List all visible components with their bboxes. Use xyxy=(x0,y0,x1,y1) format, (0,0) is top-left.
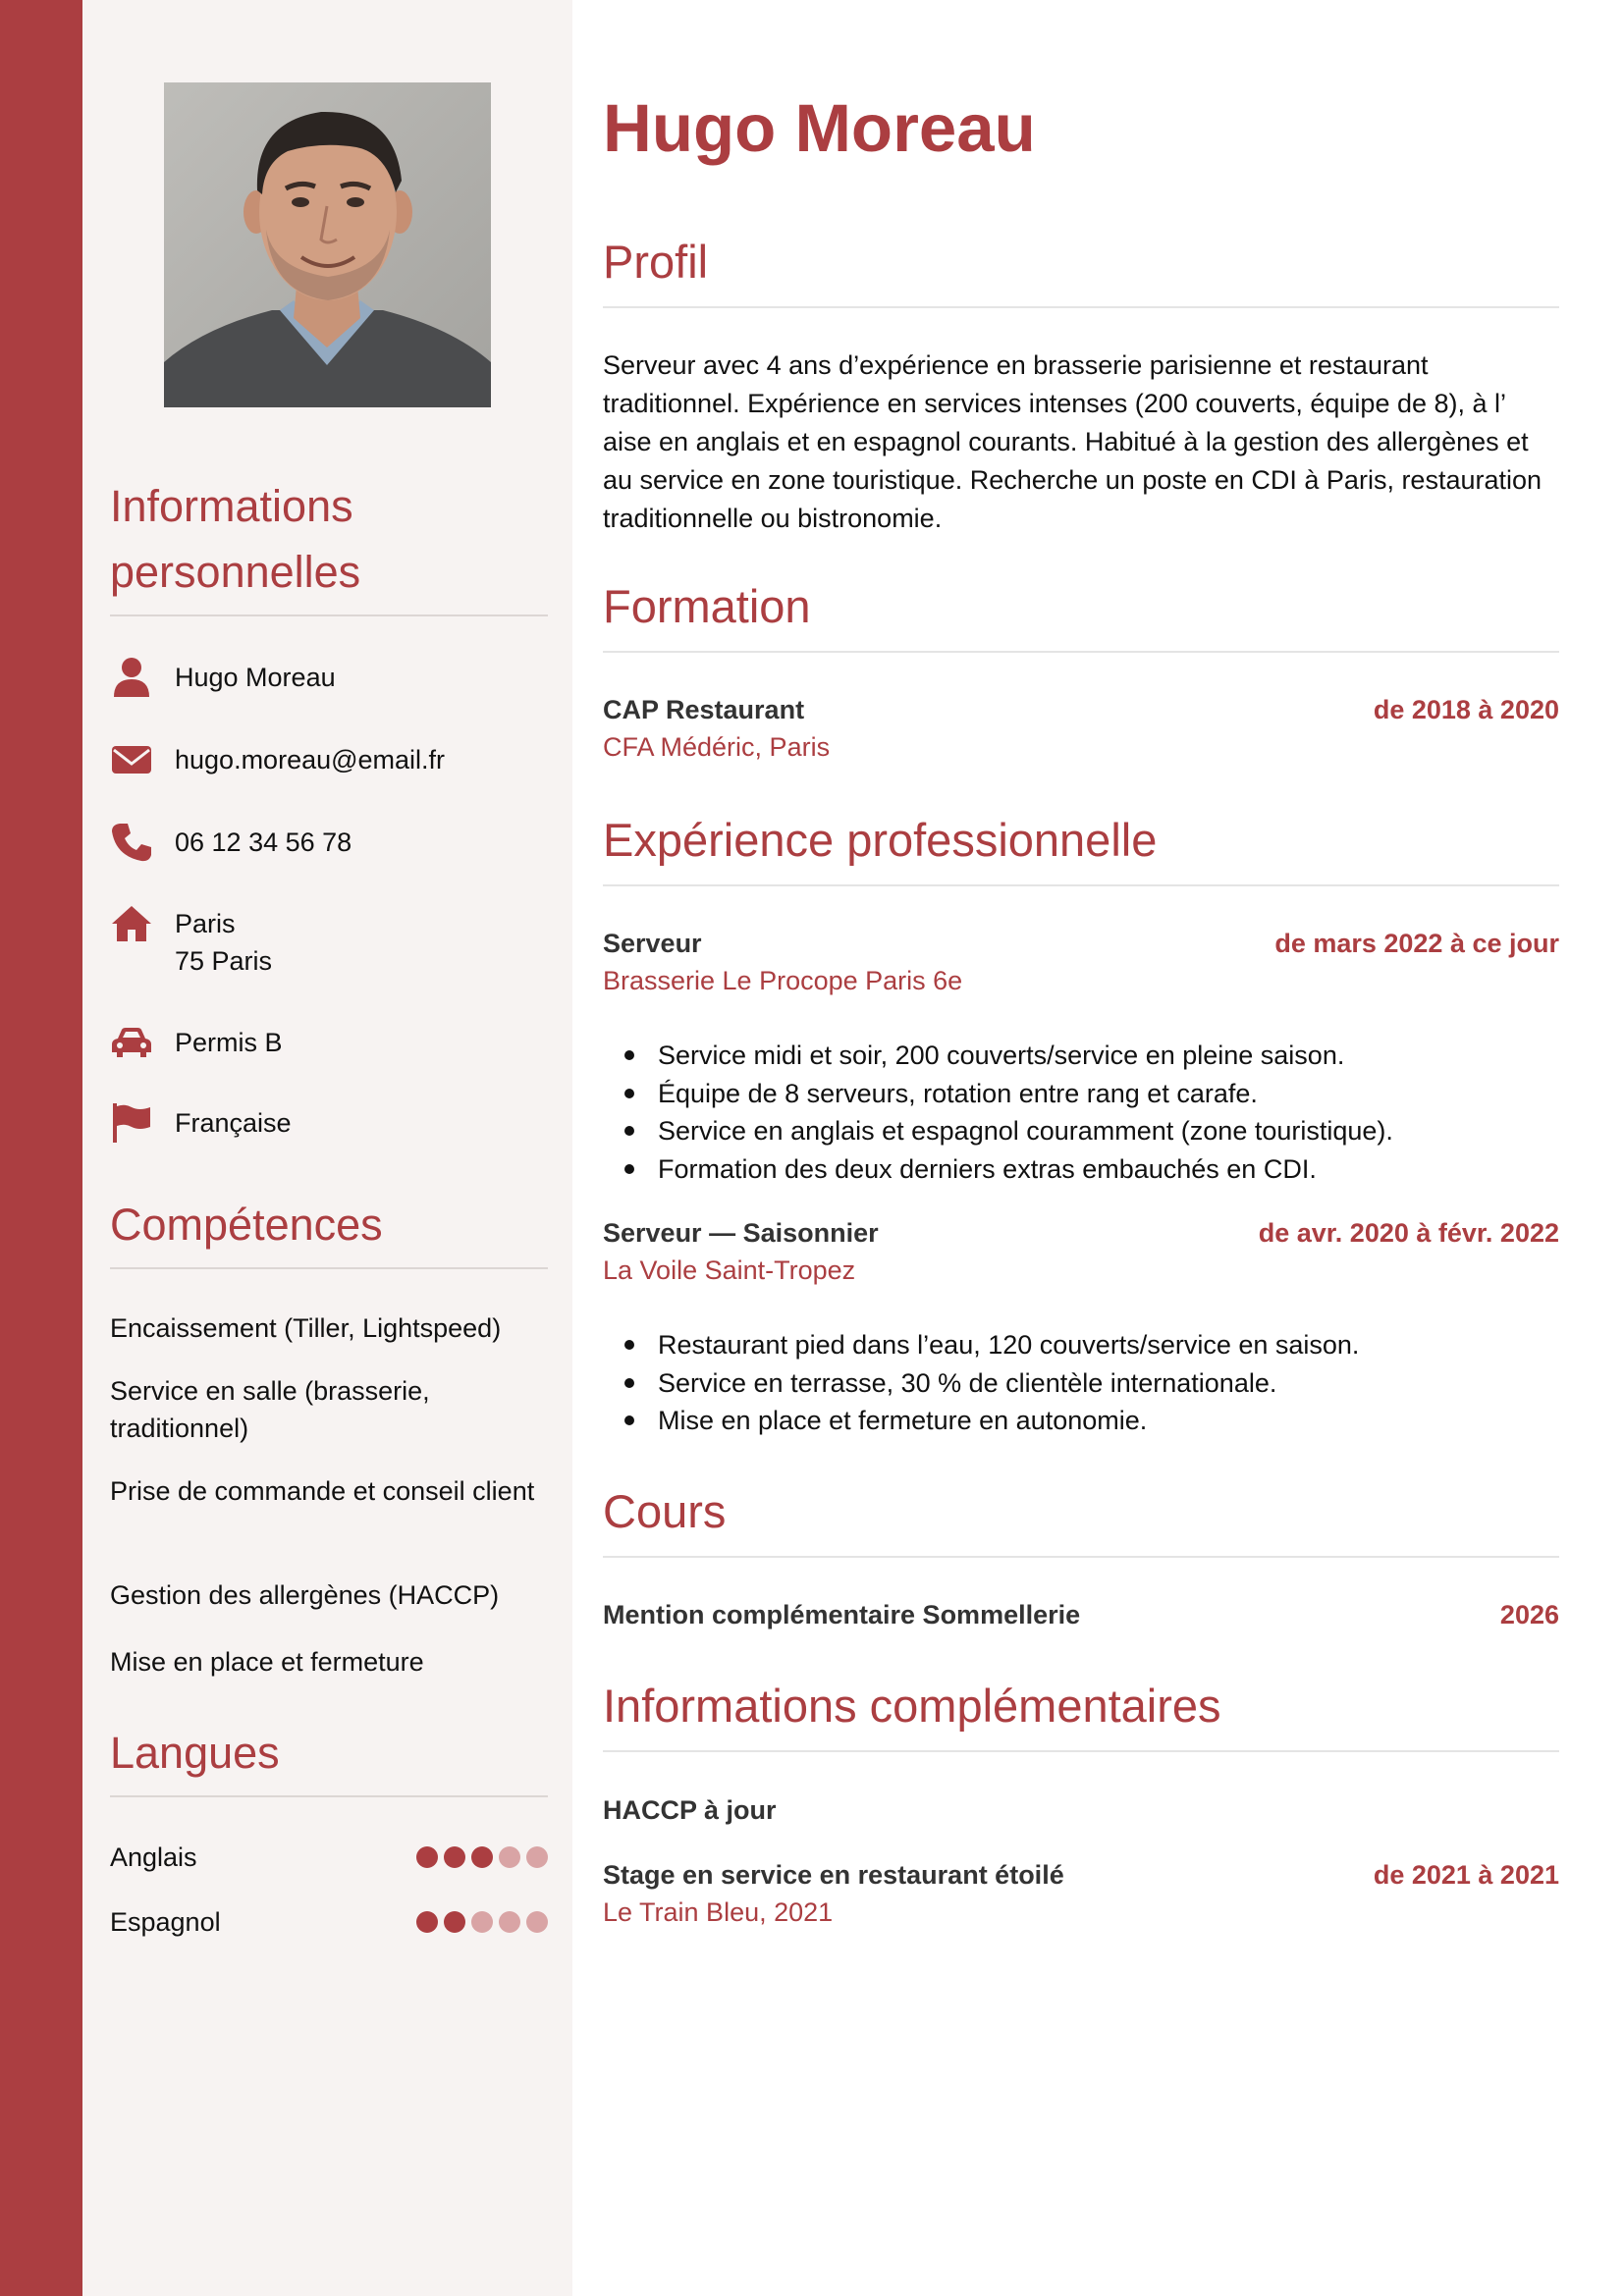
level-dot-empty xyxy=(526,1911,548,1933)
skill-item: Encaissement (Tiller, Lightspeed) xyxy=(110,1313,502,1343)
course-title: Mention complémentaire Sommellerie xyxy=(603,1600,1081,1629)
profile-photo xyxy=(164,82,491,407)
address-postcode: 75 Paris xyxy=(175,946,273,976)
experience-date: de mars 2022 à ce jour xyxy=(1274,929,1559,958)
experience-place: Brasserie Le Procope Paris 6e xyxy=(603,966,963,995)
education-place: CFA Médéric, Paris xyxy=(603,732,831,762)
bullet-item: Restaurant pied dans l’eau, 120 couverts/service en saison. xyxy=(603,1326,1559,1364)
phone-icon xyxy=(110,821,153,864)
level-dot-filled xyxy=(444,1911,465,1933)
info-license-text: Permis B xyxy=(175,1028,283,1057)
course-entry xyxy=(603,1596,1559,1633)
additional-title: Stage en service en restaurant étoilé xyxy=(603,1860,1064,1890)
info-email xyxy=(110,738,548,781)
language-name: Anglais xyxy=(110,1842,197,1872)
additional-entry xyxy=(603,1791,1559,1829)
skills-heading: Compétences xyxy=(110,1192,548,1269)
candidate-name: Hugo Moreau xyxy=(603,90,1036,166)
envelope-icon xyxy=(110,738,153,781)
education-entry xyxy=(603,691,1559,728)
flag-icon xyxy=(110,1101,153,1145)
languages-heading: Langues xyxy=(110,1720,548,1797)
car-icon xyxy=(110,1021,153,1064)
experience-date: de avr. 2020 à févr. 2022 xyxy=(1258,1218,1559,1248)
experience-title: Serveur — Saisonnier xyxy=(603,1218,879,1248)
level-dot-empty xyxy=(471,1911,493,1933)
experience-entry xyxy=(603,1214,1559,1252)
experience-heading: Expérience professionnelle xyxy=(603,810,1559,886)
level-dot-empty xyxy=(499,1911,520,1933)
education-heading: Formation xyxy=(603,576,1559,653)
education-title: CAP Restaurant xyxy=(603,695,805,724)
info-phone-text: 06 12 34 56 78 xyxy=(175,828,352,857)
language-level-dots xyxy=(416,1846,548,1868)
courses-heading: Cours xyxy=(603,1481,1559,1558)
experience-entry xyxy=(603,925,1559,962)
additional-heading: Informations complémentaires xyxy=(603,1676,1559,1752)
experience-title: Serveur xyxy=(603,929,702,958)
info-address-text xyxy=(175,902,272,980)
bullet-item: Service midi et soir, 200 couverts/service en pleine saison. xyxy=(603,1037,1559,1075)
info-nationality-text: Française xyxy=(175,1108,292,1138)
info-name-text: Hugo Moreau xyxy=(175,663,336,692)
profile-text: Serveur avec 4 ans d’expérience en brasserie parisienne et restaurant traditionnel. Expérience en services intenses (200 couverts, équipe de 8), à l’ aise en anglais et en espagnol courants. Habitué à la gestion des allergènes et au service en zone touristique. Recherche un poste en CDI à Paris, restauration traditionnelle ou bistronomie. xyxy=(603,350,1543,533)
experience-bullets xyxy=(603,1326,1559,1440)
language-row xyxy=(110,1903,548,1941)
language-name: Espagnol xyxy=(110,1907,221,1937)
home-icon xyxy=(110,902,153,945)
profile-heading: Profil xyxy=(603,232,1559,308)
address-city: Paris xyxy=(175,909,236,938)
level-dot-filled xyxy=(471,1846,493,1868)
language-row xyxy=(110,1839,548,1876)
level-dot-empty xyxy=(526,1846,548,1868)
info-address xyxy=(110,902,548,980)
bullet-item: Service en anglais et espagnol couramment (zone touristique). xyxy=(603,1112,1559,1150)
bullet-item: Mise en place et fermeture en autonomie. xyxy=(603,1402,1559,1440)
level-dot-filled xyxy=(416,1911,438,1933)
education-date: de 2018 à 2020 xyxy=(1373,695,1559,724)
bullet-item: Formation des deux derniers extras embauchés en CDI. xyxy=(603,1150,1559,1189)
skill-item: Mise en place et fermeture xyxy=(110,1647,424,1677)
info-email-text: hugo.moreau@email.fr xyxy=(175,745,446,774)
experience-place: La Voile Saint-Tropez xyxy=(603,1255,856,1285)
portrait-image xyxy=(164,82,491,407)
experience-bullets xyxy=(603,1037,1559,1188)
user-icon xyxy=(110,656,153,699)
info-phone xyxy=(110,821,548,864)
level-dot-filled xyxy=(444,1846,465,1868)
bullet-item: Service en terrasse, 30 % de clientèle internationale. xyxy=(603,1364,1559,1403)
personal-info-heading: Informations personnelles xyxy=(110,473,548,616)
accent-bar xyxy=(0,0,82,2296)
info-license xyxy=(110,1021,548,1064)
language-level-dots xyxy=(416,1911,548,1933)
additional-place: Le Train Bleu, 2021 xyxy=(603,1897,834,1927)
bullet-item: Équipe de 8 serveurs, rotation entre rang et carafe. xyxy=(603,1075,1559,1113)
skill-item: Prise de commande et conseil client xyxy=(110,1476,535,1506)
level-dot-filled xyxy=(416,1846,438,1868)
info-name xyxy=(110,656,548,699)
additional-entry xyxy=(603,1856,1559,1894)
skill-item: Gestion des allergènes (HACCP) xyxy=(110,1580,500,1610)
level-dot-empty xyxy=(499,1846,520,1868)
additional-title: HACCP à jour xyxy=(603,1795,777,1825)
skill-item: Service en salle (brasserie, traditionnel) xyxy=(110,1376,430,1443)
additional-date: de 2021 à 2021 xyxy=(1373,1860,1559,1890)
course-date: 2026 xyxy=(1499,1600,1559,1629)
info-nationality xyxy=(110,1101,548,1145)
